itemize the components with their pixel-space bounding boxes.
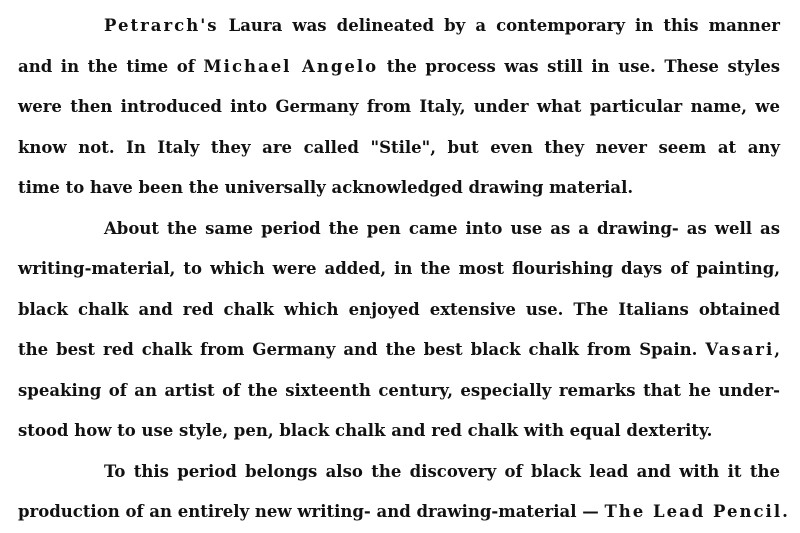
- text-line-7: writing-material, to which were added, in the most flourishing days of painting,: [18, 259, 780, 278]
- text-line-4: know not. In Italy they are called "Stile", but even they never seem at any: [18, 137, 780, 157]
- text-line-11: stood how to use style, pen, black chalk and red chalk with equal dexterity.: [18, 421, 713, 440]
- text-line-9: the best red chalk from Germany and the best black chalk from Spain. Vasari,: [18, 340, 780, 359]
- text-line-5: time to have been the universally acknowledged drawing material.: [18, 178, 634, 197]
- text-line-8: black chalk and red chalk which enjoyed extensive use. The Italians obtained: [18, 299, 780, 319]
- text-line-6: About the same period the pen came into use as a drawing- as well as: [104, 218, 780, 238]
- text-line-3: were then introduced into Germany from Italy, under what particular name, we: [18, 97, 780, 116]
- text-line-10: speaking of an artist of the sixteenth century, especially remarks that he under-: [18, 380, 780, 400]
- text-line-2: and in the time of Michael Angelo the process was still in use. These styles: [18, 56, 780, 76]
- document-page: [18, 6, 788, 533]
- text-line-1: Petrarch's Laura was delineated by a contemporary in this manner: [104, 16, 780, 35]
- text-line-12: To this period belongs also the discovery of black lead and with it the: [104, 461, 780, 481]
- text-line-13: production of an entirely new writing- and drawing-material — The Lead Pencil.: [18, 502, 788, 521]
